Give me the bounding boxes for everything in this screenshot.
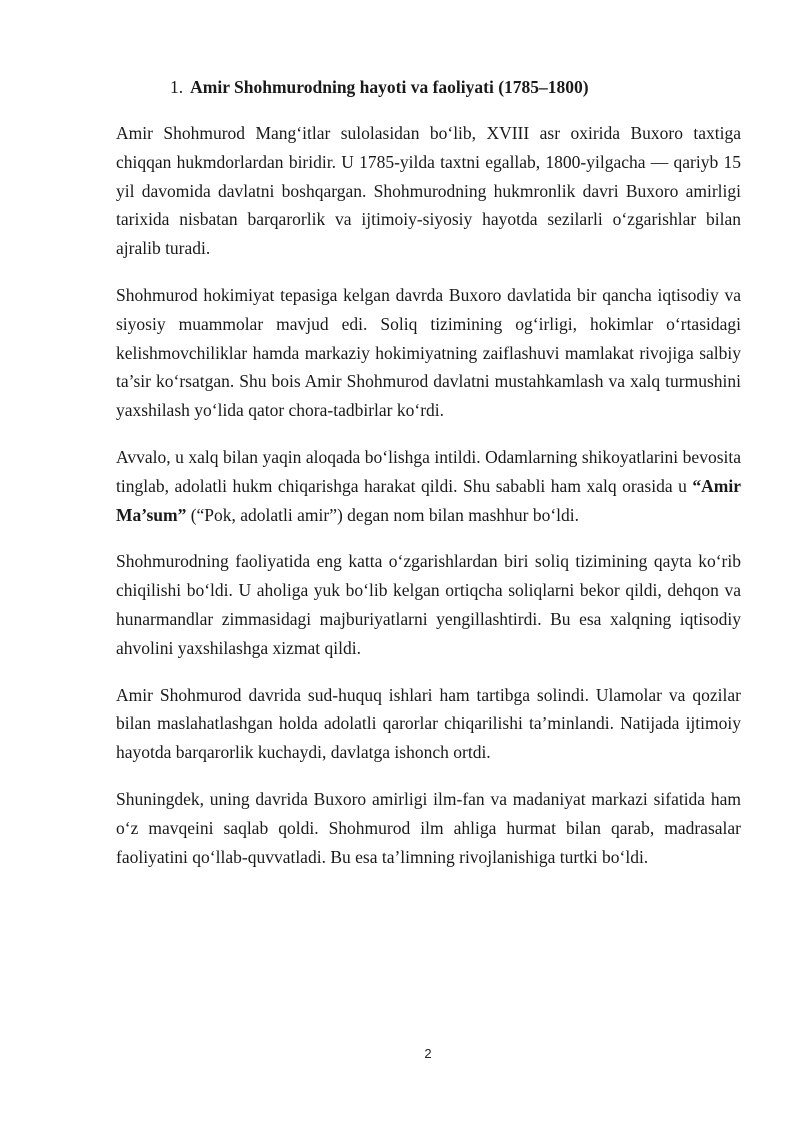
section-heading	[170, 76, 589, 98]
paragraph-4: Shohmurodning faoliyatida eng katta o‘zgarishlardan biri soliq tizimining qayta ko‘rib chiqilishi bo‘ldi. U aholiga yuk bo‘lib kelgan ortiqcha soliqlarni bekor qildi, dehqon va hunarmandlar zimmasidagi majburiyatlarni yengillashtirdi. Bu esa xalqning iqtisodiy ahvolini yaxshilashga xizmat qildi.	[116, 551, 741, 658]
page-number: 2	[424, 1046, 432, 1061]
section-title: Amir Shohmurodning hayoti va faoliyati (1785–1800)	[190, 77, 589, 97]
paragraph-6: Shuningdek, uning davrida Buxoro amirligi ilm-fan va madaniyat markazi sifatida ham o‘z mavqeini saqlab qoldi. Shohmurod ilm ahliga hurmat bilan qarab, madrasalar faoliyatini qo‘llab-quvvatladi. Bu esa ta’limning rivojlanishiga turtki bo‘ldi.	[116, 788, 741, 867]
paragraph-1: Amir Shohmurod Mang‘itlar sulolasidan bo‘lib, XVIII asr oxirida Buxoro taxtiga chiqqan hukmdorlardan biridir. U 1785-yilda taxtni egallab, 1800-yilgacha — qariyb 15 yil davomida davlatni boshqargan. Shohmurodning hukmronlik davri Buxoro amirligi tarixida nisbatan barqarorlik va ijtimoiy-siyosiy hayotda sezilarli o‘zgarishlar bilan ajralib turadi.	[116, 123, 741, 259]
paragraph-5: Amir Shohmurod davrida sud-huquq ishlari ham tartibga solindi. Ulamolar va qozilar bilan maslahatlashgan holda adolatli qarorlar chiqarilishi ta’minlandi. Natijada ijtimoiy hayotda barqarorlik kuchaydi, davlatga ishonch ortdi.	[116, 684, 741, 763]
body-text	[116, 119, 741, 889]
paragraph-3-text-after: (“Pok, adolatli amir”) degan nom bilan mashhur bo‘ldi.	[186, 504, 580, 525]
paragraph-3-bold-title: “Amir Ma’sum”	[116, 475, 741, 525]
section-number: 1.	[170, 77, 184, 97]
paragraph-3-text-before: Avvalo, u xalq bilan yaqin aloqada bo‘lishga intildi. Odamlarning shikoyatlarini bevosita tinglab, adolatli hukm chiqarishga harakat qildi. Shu sababli ham xalq orasida u	[116, 446, 741, 496]
paragraph-2: Shohmurod hokimiyat tepasiga kelgan davrda Buxoro davlatida bir qancha iqtisodiy va siyosiy muammolar mavjud edi. Soliq tizimining og‘irligi, hokimlar o‘rtasidagi kelishmovchiliklar hamda markaziy hokimiyatning zaiflashuvi mamlakat rivojiga salbiy ta’sir ko‘rsatgan. Shu bois Amir Shohmurod davlatni mustahkamlash va xalq turmushini yaxshilash yo‘lida qator chora-tadbirlar ko‘rdi.	[116, 284, 741, 421]
paragraph-3	[116, 443, 741, 529]
